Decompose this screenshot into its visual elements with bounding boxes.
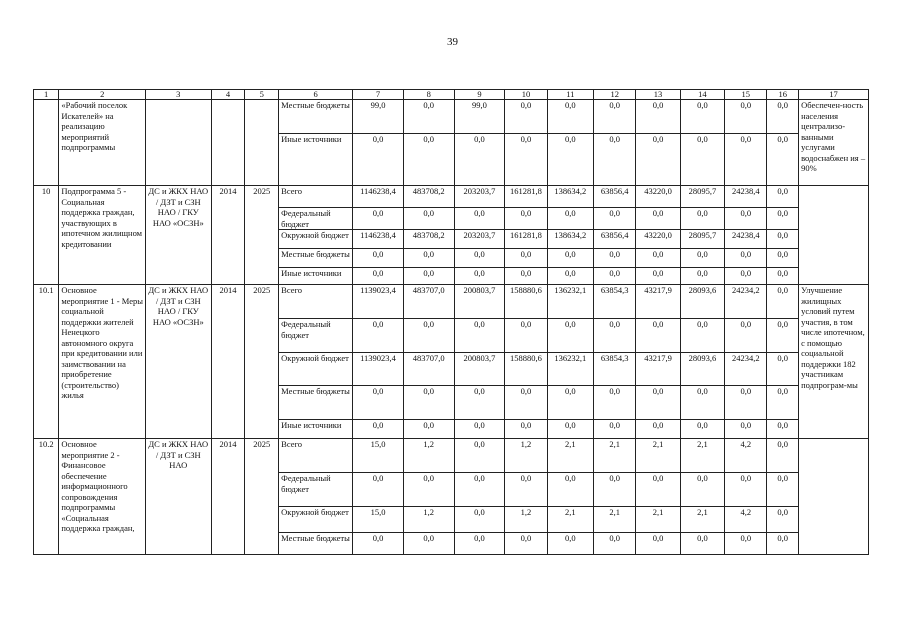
amount-cell: 2,1	[680, 439, 724, 473]
amount-cell: 0,0	[454, 319, 505, 353]
amount-cell: 0,0	[767, 230, 799, 249]
amount-cell: 0,0	[403, 208, 454, 230]
amount-cell: 28093,6	[680, 285, 724, 319]
amount-cell: 0,0	[547, 533, 594, 555]
amount-cell: 0,0	[353, 473, 404, 507]
amount-cell: 1139023,4	[353, 285, 404, 319]
funding-source: Местные бюджеты	[279, 386, 353, 420]
amount-cell: 15,0	[353, 507, 404, 533]
amount-cell: 0,0	[505, 533, 547, 555]
amount-cell: 0,0	[547, 249, 594, 268]
amount-cell: 0,0	[725, 473, 767, 507]
amount-cell: 0,0	[505, 249, 547, 268]
amount-cell: 0,0	[454, 134, 505, 186]
amount-cell: 0,0	[353, 533, 404, 555]
start-year: 2014	[211, 186, 245, 285]
measure-name: Подпрограмма 5 - Социальная поддержка граждан, участвующих в ипотечном жилищном кредитовании	[59, 186, 146, 285]
amount-cell: 0,0	[725, 249, 767, 268]
amount-cell: 138634,2	[547, 230, 594, 249]
funding-source: Окружной бюджет	[279, 353, 353, 386]
amount-cell: 24234,2	[725, 285, 767, 319]
funding-source: Федеральный бюджет	[279, 319, 353, 353]
amount-cell: 158880,6	[505, 353, 547, 386]
amount-cell: 483707,0	[403, 285, 454, 319]
expected-result: Улучшение жилищных условий путем участия, в том числе ипотечном, с помощью социальной поддержки 182 участникам подпрограм-мы	[799, 285, 869, 439]
amount-cell: 0,0	[454, 533, 505, 555]
executor: ДС и ЖКХ НАО / ДЗТ и СЗН НАО / ГКУ НАО «ОСЗН»	[146, 186, 212, 285]
table-row	[34, 285, 869, 319]
amount-cell: 0,0	[505, 268, 547, 285]
amount-cell: 0,0	[594, 100, 636, 134]
amount-cell: 63856,4	[594, 186, 636, 208]
column-number: 5	[245, 90, 279, 100]
amount-cell: 0,0	[594, 533, 636, 555]
funding-source: Местные бюджеты	[279, 100, 353, 134]
amount-cell: 0,0	[680, 319, 724, 353]
column-number: 13	[636, 90, 680, 100]
amount-cell: 2,1	[547, 439, 594, 473]
amount-cell: 0,0	[353, 386, 404, 420]
executor: ДС и ЖКХ НАО / ДЗТ и СЗН НАО	[146, 439, 212, 555]
amount-cell: 136232,1	[547, 353, 594, 386]
amount-cell: 0,0	[767, 420, 799, 439]
amount-cell: 0,0	[725, 420, 767, 439]
amount-cell: 0,0	[403, 533, 454, 555]
amount-cell: 0,0	[636, 473, 680, 507]
funding-source: Иные источники	[279, 420, 353, 439]
amount-cell: 158880,6	[505, 285, 547, 319]
amount-cell: 0,0	[547, 420, 594, 439]
amount-cell: 0,0	[636, 134, 680, 186]
funding-source: Окружной бюджет	[279, 230, 353, 249]
amount-cell: 0,0	[767, 439, 799, 473]
amount-cell: 0,0	[353, 134, 404, 186]
column-number: 1	[34, 90, 59, 100]
amount-cell: 2,1	[636, 439, 680, 473]
expected-result: Обеспечен-ность населения централизо-ванными услугами водоснабжен ия – 90%	[799, 100, 869, 186]
amount-cell: 0,0	[594, 134, 636, 186]
amount-cell: 0,0	[636, 420, 680, 439]
amount-cell: 0,0	[505, 473, 547, 507]
amount-cell: 0,0	[353, 319, 404, 353]
amount-cell: 0,0	[547, 319, 594, 353]
row-id: 10.2	[34, 439, 59, 555]
row-id: 10.1	[34, 285, 59, 439]
amount-cell: 0,0	[767, 473, 799, 507]
funding-source: Окружной бюджет	[279, 507, 353, 533]
funding-source: Федеральный бюджет	[279, 473, 353, 507]
funding-source: Всего	[279, 186, 353, 208]
amount-cell: 0,0	[403, 386, 454, 420]
amount-cell: 43220,0	[636, 186, 680, 208]
amount-cell: 0,0	[454, 208, 505, 230]
amount-cell: 15,0	[353, 439, 404, 473]
funding-source: Всего	[279, 439, 353, 473]
amount-cell: 0,0	[594, 249, 636, 268]
amount-cell: 1146238,4	[353, 230, 404, 249]
amount-cell: 200803,7	[454, 353, 505, 386]
amount-cell: 0,0	[767, 386, 799, 420]
row-id	[34, 100, 59, 186]
end-year: 2025	[245, 439, 279, 555]
amount-cell: 0,0	[680, 268, 724, 285]
amount-cell: 0,0	[594, 473, 636, 507]
column-number: 15	[725, 90, 767, 100]
amount-cell: 1,2	[403, 439, 454, 473]
amount-cell: 0,0	[680, 249, 724, 268]
amount-cell: 0,0	[725, 134, 767, 186]
amount-cell: 28093,6	[680, 353, 724, 386]
amount-cell: 63856,4	[594, 230, 636, 249]
amount-cell: 0,0	[594, 386, 636, 420]
column-number: 6	[279, 90, 353, 100]
amount-cell: 1146238,4	[353, 186, 404, 208]
amount-cell: 483708,2	[403, 186, 454, 208]
amount-cell: 99,0	[353, 100, 404, 134]
amount-cell: 43220,0	[636, 230, 680, 249]
amount-cell: 0,0	[767, 208, 799, 230]
amount-cell: 63854,3	[594, 353, 636, 386]
amount-cell: 0,0	[636, 533, 680, 555]
measure-name: Основное мероприятие 2 - Финансовое обеспечение информационного сопровождения подпрограммы «Социальная поддержка граждан,	[59, 439, 146, 555]
amount-cell: 0,0	[767, 249, 799, 268]
amount-cell: 0,0	[454, 386, 505, 420]
amount-cell: 0,0	[725, 100, 767, 134]
table-row	[34, 186, 869, 208]
amount-cell: 138634,2	[547, 186, 594, 208]
amount-cell: 0,0	[680, 533, 724, 555]
amount-cell: 1139023,4	[353, 353, 404, 386]
amount-cell: 2,1	[594, 507, 636, 533]
column-number: 9	[454, 90, 505, 100]
amount-cell: 28095,7	[680, 230, 724, 249]
amount-cell: 0,0	[680, 208, 724, 230]
amount-cell: 0,0	[547, 268, 594, 285]
column-number: 17	[799, 90, 869, 100]
measure-name: Основное мероприятие 1 - Меры социальной поддержки жителей Ненецкого автономного округа при кредитовании или заимствовании на приобретение (строительство) жилья	[59, 285, 146, 439]
amount-cell: 4,2	[725, 507, 767, 533]
page-number: 39	[447, 36, 458, 48]
funding-source: Местные бюджеты	[279, 249, 353, 268]
amount-cell: 0,0	[767, 134, 799, 186]
column-number: 8	[403, 90, 454, 100]
amount-cell: 63854,3	[594, 285, 636, 319]
amount-cell: 0,0	[725, 386, 767, 420]
amount-cell: 0,0	[454, 249, 505, 268]
amount-cell: 0,0	[505, 319, 547, 353]
amount-cell: 161281,8	[505, 186, 547, 208]
funding-source: Иные источники	[279, 268, 353, 285]
amount-cell: 136232,1	[547, 285, 594, 319]
amount-cell: 0,0	[594, 319, 636, 353]
amount-cell: 0,0	[767, 507, 799, 533]
amount-cell: 0,0	[680, 100, 724, 134]
amount-cell: 0,0	[454, 439, 505, 473]
funding-source: Всего	[279, 285, 353, 319]
amount-cell: 203203,7	[454, 186, 505, 208]
amount-cell: 0,0	[767, 285, 799, 319]
amount-cell: 0,0	[403, 134, 454, 186]
amount-cell: 28095,7	[680, 186, 724, 208]
end-year: 2025	[245, 186, 279, 285]
expected-result	[799, 439, 869, 555]
amount-cell: 0,0	[636, 208, 680, 230]
amount-cell: 0,0	[725, 208, 767, 230]
amount-cell: 0,0	[725, 319, 767, 353]
amount-cell: 0,0	[403, 100, 454, 134]
amount-cell: 483708,2	[403, 230, 454, 249]
start-year: 2014	[211, 285, 245, 439]
column-number: 3	[146, 90, 212, 100]
funding-source: Иные источники	[279, 134, 353, 186]
measure-name: «Рабочий поселок Искателей» на реализацию мероприятий подпрограммы	[59, 100, 146, 186]
amount-cell: 0,0	[353, 208, 404, 230]
amount-cell: 0,0	[680, 473, 724, 507]
amount-cell: 0,0	[403, 249, 454, 268]
amount-cell: 0,0	[454, 268, 505, 285]
amount-cell: 483707,0	[403, 353, 454, 386]
amount-cell: 0,0	[454, 420, 505, 439]
amount-cell: 0,0	[636, 319, 680, 353]
amount-cell: 200803,7	[454, 285, 505, 319]
column-number: 7	[353, 90, 404, 100]
amount-cell: 0,0	[725, 533, 767, 555]
expected-result	[799, 186, 869, 285]
amount-cell: 43217,9	[636, 285, 680, 319]
amount-cell: 0,0	[594, 420, 636, 439]
amount-cell: 0,0	[680, 134, 724, 186]
amount-cell: 0,0	[454, 473, 505, 507]
amount-cell: 24238,4	[725, 186, 767, 208]
budget-table	[33, 89, 869, 555]
executor	[146, 100, 212, 186]
amount-cell: 0,0	[547, 473, 594, 507]
end-year	[245, 100, 279, 186]
start-year	[211, 100, 245, 186]
table-body	[34, 90, 869, 555]
amount-cell: 0,0	[353, 420, 404, 439]
amount-cell: 0,0	[594, 208, 636, 230]
amount-cell: 0,0	[725, 268, 767, 285]
amount-cell: 0,0	[547, 100, 594, 134]
amount-cell: 99,0	[454, 100, 505, 134]
amount-cell: 0,0	[767, 268, 799, 285]
amount-cell: 1,2	[505, 507, 547, 533]
amount-cell: 2,1	[594, 439, 636, 473]
amount-cell: 203203,7	[454, 230, 505, 249]
amount-cell: 0,0	[636, 386, 680, 420]
amount-cell: 0,0	[547, 386, 594, 420]
amount-cell: 0,0	[767, 186, 799, 208]
amount-cell: 2,1	[680, 507, 724, 533]
amount-cell: 0,0	[505, 134, 547, 186]
start-year: 2014	[211, 439, 245, 555]
table-row	[34, 100, 869, 134]
amount-cell: 0,0	[505, 208, 547, 230]
funding-source: Федеральный бюджет	[279, 208, 353, 230]
amount-cell: 0,0	[505, 420, 547, 439]
amount-cell: 1,2	[403, 507, 454, 533]
amount-cell: 0,0	[680, 420, 724, 439]
amount-cell: 0,0	[403, 473, 454, 507]
amount-cell: 0,0	[505, 100, 547, 134]
amount-cell: 0,0	[403, 319, 454, 353]
column-number: 14	[680, 90, 724, 100]
column-number: 12	[594, 90, 636, 100]
funding-source: Местные бюджеты	[279, 533, 353, 555]
amount-cell: 0,0	[353, 268, 404, 285]
amount-cell: 0,0	[636, 268, 680, 285]
amount-cell: 0,0	[636, 249, 680, 268]
amount-cell: 161281,8	[505, 230, 547, 249]
amount-cell: 0,0	[680, 386, 724, 420]
amount-cell: 0,0	[403, 420, 454, 439]
amount-cell: 0,0	[767, 533, 799, 555]
column-number: 16	[767, 90, 799, 100]
row-id: 10	[34, 186, 59, 285]
executor: ДС и ЖКХ НАО / ДЗТ и СЗН НАО / ГКУ НАО «ОСЗН»	[146, 285, 212, 439]
amount-cell: 0,0	[767, 100, 799, 134]
amount-cell: 0,0	[547, 134, 594, 186]
amount-cell: 0,0	[767, 353, 799, 386]
amount-cell: 1,2	[505, 439, 547, 473]
amount-cell: 43217,9	[636, 353, 680, 386]
end-year: 2025	[245, 285, 279, 439]
table-row	[34, 439, 869, 473]
column-number: 11	[547, 90, 594, 100]
amount-cell: 0,0	[353, 249, 404, 268]
column-number: 4	[211, 90, 245, 100]
amount-cell: 0,0	[547, 208, 594, 230]
amount-cell: 2,1	[636, 507, 680, 533]
amount-cell: 0,0	[454, 507, 505, 533]
amount-cell: 0,0	[594, 268, 636, 285]
amount-cell: 0,0	[505, 386, 547, 420]
amount-cell: 24238,4	[725, 230, 767, 249]
column-number-row	[34, 90, 869, 100]
amount-cell: 2,1	[547, 507, 594, 533]
amount-cell: 0,0	[636, 100, 680, 134]
column-number: 10	[505, 90, 547, 100]
amount-cell: 0,0	[403, 268, 454, 285]
amount-cell: 24234,2	[725, 353, 767, 386]
column-number: 2	[59, 90, 146, 100]
amount-cell: 4,2	[725, 439, 767, 473]
amount-cell: 0,0	[767, 319, 799, 353]
